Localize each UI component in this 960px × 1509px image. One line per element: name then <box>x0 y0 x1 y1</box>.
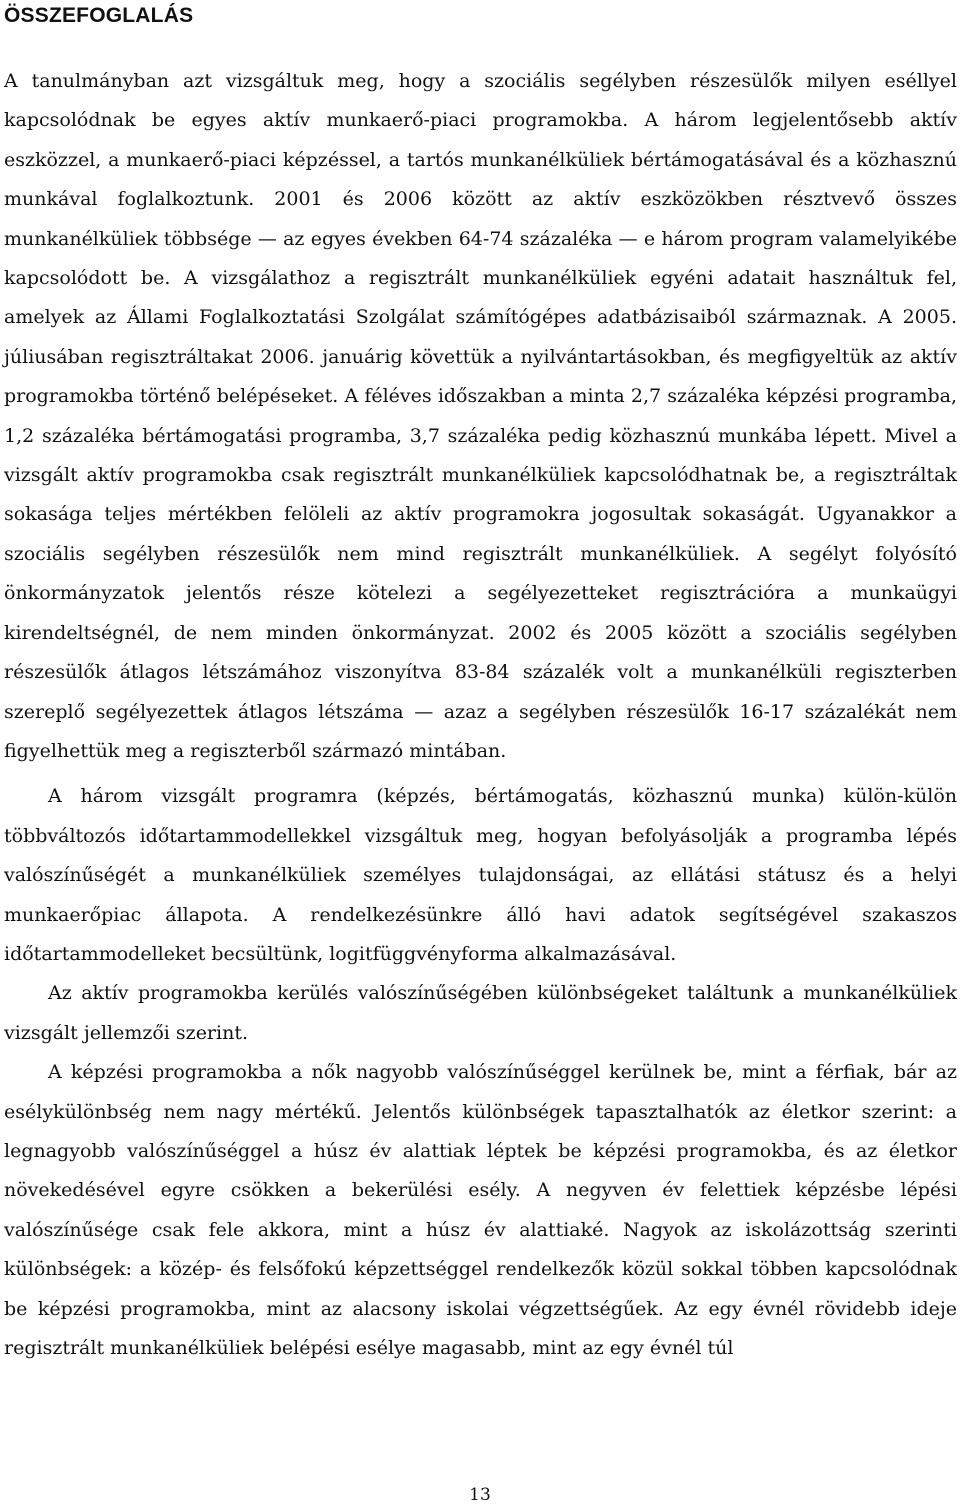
paragraph-1: A tanulmányban azt vizsgáltuk meg, hogy a szociális segélyben részesülők milyen eséllyel kapcsolódnak be egyes aktív munkaerő-piaci programokba. A három legjelentősebb aktív eszközzel, a munkaerő-piaci képzéssel, a tartós munkanélküliek bértámogatásával és a közhasznú munkával foglalkoztunk. 2001 és 2006 között az aktív eszközökben résztvevő összes munkanélküliek többsége — az egyes években 64-74 százaléka — e három program valamelyikébe kapcsolódott be. A vizsgálathoz a regisztrált munkanélküliek egyéni adatait használtuk fel, amelyek az Állami Foglalkoztatási Szolgálat számítógépes adatbázisaiból származnak. A 2005. júliusában regisztráltakat 2006. januárig követtük a nyilvántartásokban, és megfigyeltük az aktív programokba történő belépéseket. A féléves időszakban a minta 2,7 százaléka képzési programba, 1,2 százaléka bértámogatási programba, 3,7 százaléka pedig közhasznú munkába lépett. Mivel a vizsgált aktív programokba csak regisztrált munkanélküliek kapcsolódhatnak be, a regisztráltak sokasága teljes mértékben felöleli az aktív programokra jogosultak sokaságát. Ugyanakkor a szociális segélyben részesülők nem mind regisztrált munkanélküliek. A segélyt folyósító önkormányzatok jelentős része kötelezi a segélyezetteket regisztrációra a munkaügyi kirendeltségnél, de nem minden önkormányzat. 2002 és 2005 között a szociális segélyben részesülők átlagos létszámához viszonyítva 83-84 százalék volt a munkanélküli regiszterben szereplő segélyezettek átlagos létszáma — azaz a segélyben részesülők 16-17 százalékát nem figyelhettük meg a regiszterből származó mintában. <box>4 70 957 762</box>
paragraph-2: A három vizsgált programra (képzés, bértámogatás, közhasznú munka) külön-külön többváltozós időtartammodellekkel vizsgáltuk meg, hogyan befolyásolják a programba lépés valószínűségét a munkanélküliek személyes tulajdonságai, az ellátási státusz és a helyi munkaerőpiac állapota. A rendelkezésünkre álló havi adatok segítségével szakaszos időtartammodelleket becsültünk, logitfüggvényforma alkalmazásával. <box>4 785 957 965</box>
paragraph-3: Az aktív programokba kerülés valószínűségében különbségeket találtunk a munkanélküliek vizsgált jellemzői szerint. <box>4 982 957 1044</box>
page-number: 13 <box>469 1485 491 1505</box>
body-text <box>4 62 957 1368</box>
paragraph-4: A képzési programokba a nők nagyobb valószínűséggel kerülnek be, mint a férfiak, bár az esélykülönbség nem nagy mértékű. Jelentős különbségek tapasztalhatók az életkor szerint: a legnagyobb valószínűséggel a húsz év alattiak léptek be képzési programokba, és az életkor növekedésével egyre csökken a bekerülési esély. A negyven év felettiek képzésbe lépési valószínűsége csak fele akkora, mint a húsz év alattiaké. Nagyok az iskolázottság szerinti különbségek: a közép- és felsőfokú képzettséggel rendelkezők közül sokkal többen kapcsolódnak be képzési programokba, mint az alacsony iskolai végzettségűek. Az egy évnél rövidebb ideje regisztrált munkanélküliek belépési esélye magasabb, mint az egy évnél túl <box>4 1061 957 1359</box>
section-heading: ÖSSZEFOGLALÁS <box>4 4 194 27</box>
